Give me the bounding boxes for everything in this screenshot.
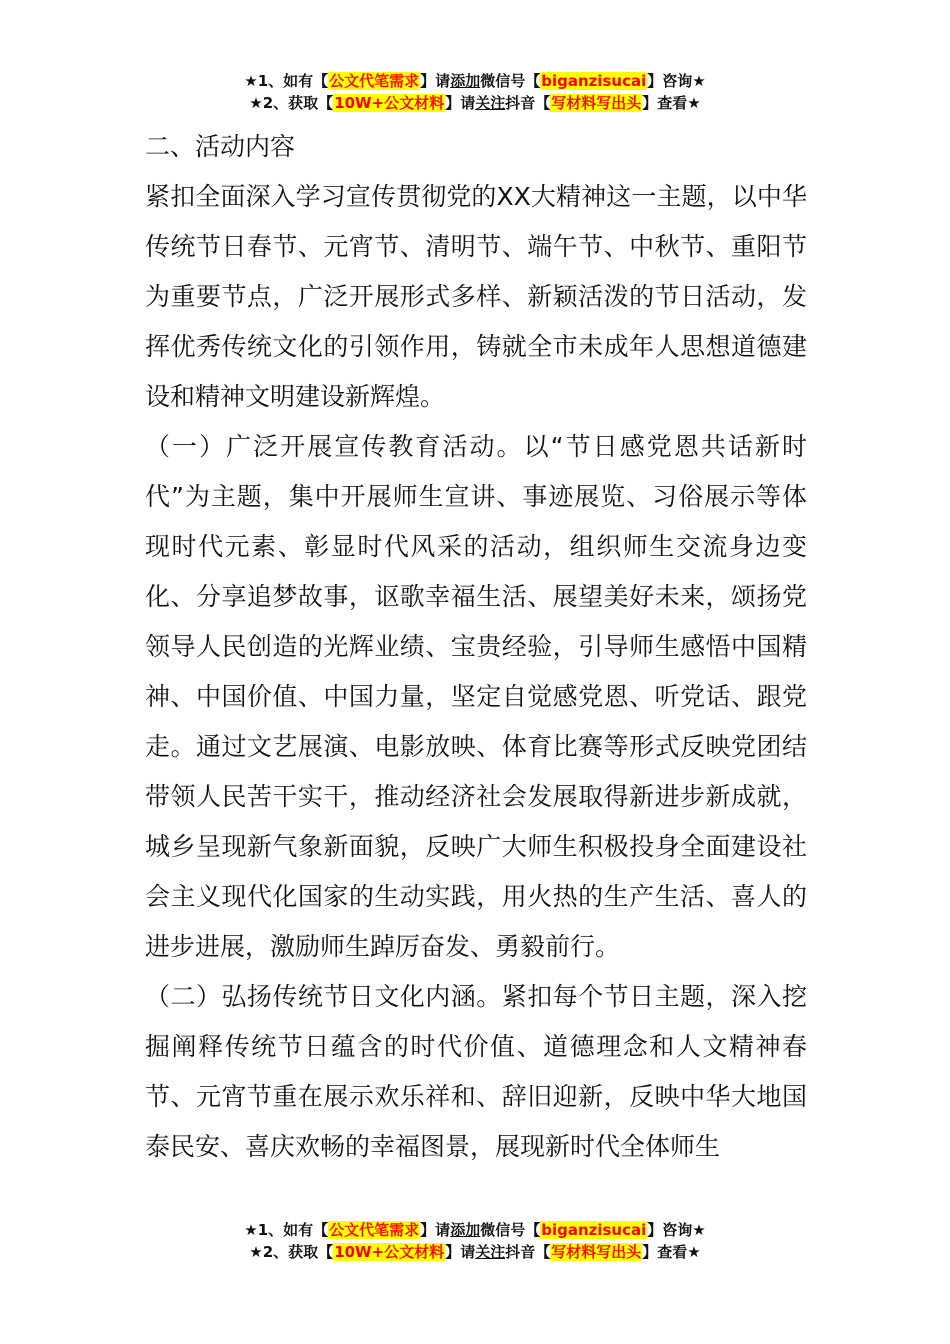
- banner-text: 】请: [445, 94, 476, 112]
- banner-text: 】请: [420, 1221, 451, 1239]
- banner-text: 抖音【: [505, 1243, 551, 1261]
- footer-banner: [0, 1219, 950, 1263]
- paragraph-section-2: （二）弘扬传统节日文化内涵。紧扣每个节日主题，深入挖掘阐释传统节日蕴含的时代价值、道德理念和人文精神春节、元宵节重在展示欢乐祥和、辞旧迎新，反映中华大地国泰民安、喜庆欢畅的幸福图景，展现新时代全体师生: [145, 982, 807, 1161]
- banner-highlight: 10W+公文材料: [334, 1243, 445, 1261]
- banner-text: 抖音【: [505, 94, 551, 112]
- banner-underlined-text: 关注: [475, 94, 506, 112]
- banner-highlight-wechat-id: biganzisucai: [541, 72, 647, 90]
- banner-text: ★1、如有【: [244, 72, 329, 90]
- banner-highlight: 10W+公文材料: [334, 94, 445, 112]
- banner-line-1: [0, 70, 950, 92]
- document-body: [145, 122, 807, 1172]
- banner-line-1: [0, 1219, 950, 1241]
- banner-text: 微信号【: [480, 1221, 541, 1239]
- banner-highlight-douyin-id: 写材料写出头: [551, 1243, 642, 1261]
- banner-highlight-douyin-id: 写材料写出头: [551, 94, 642, 112]
- banner-text: 微信号【: [480, 72, 541, 90]
- banner-text: 】请: [445, 1243, 476, 1261]
- banner-highlight: 公文代笔需求: [329, 1221, 420, 1239]
- banner-line-2: [0, 92, 950, 114]
- banner-text: ★1、如有【: [244, 1221, 329, 1239]
- header-banner: [0, 70, 950, 114]
- banner-highlight-wechat-id: biganzisucai: [541, 1221, 647, 1239]
- banner-underlined-text: 添加: [450, 1221, 481, 1239]
- banner-text: 】请: [420, 72, 451, 90]
- banner-highlight: 公文代笔需求: [329, 72, 420, 90]
- banner-text: 】咨询★: [647, 72, 706, 90]
- banner-line-2: [0, 1241, 950, 1263]
- banner-text: 】咨询★: [647, 1221, 706, 1239]
- paragraph-section-1: （一）广泛开展宣传教育活动。以“节日感党恩共话新时代”为主题，集中开展师生宣讲、事迹展览、习俗展示等体现时代元素、彰显时代风采的活动，组织师生交流身边变化、分享追梦故事，讴歌幸福生活、展望美好未来，颂扬党领导人民创造的光辉业绩、宝贵经验，引导师生感悟中国精神、中国价值、中国力量，坚定自觉感党恩、听党话、跟党走。通过文艺展演、电影放映、体育比赛等形式反映党团结带领人民苦干实干，推动经济社会发展取得新进步新成就，城乡呈现新气象新面貌，反映广大师生积极投身全面建设社会主义现代化国家的生动实践，用火热的生产生活、喜人的进步进展，激励师生踔厉奋发、勇毅前行。: [145, 432, 807, 961]
- banner-underlined-text: 关注: [475, 1243, 506, 1261]
- section-heading: 二、活动内容: [145, 132, 296, 161]
- banner-text: 】查看★: [642, 94, 701, 112]
- banner-underlined-text: 添加: [450, 72, 481, 90]
- paragraph-intro: 紧扣全面深入学习宣传贯彻党的XX大精神这一主题，以中华传统节日春节、元宵节、清明节、端午节、中秋节、重阳节为重要节点，广泛开展形式多样、新颖活泼的节日活动，发挥优秀传统文化的引领作用，铸就全市未成年人思想道德建设和精神文明建设新辉煌。: [145, 182, 807, 411]
- banner-text: ★2、获取【: [249, 1243, 334, 1261]
- banner-text: 】查看★: [642, 1243, 701, 1261]
- banner-text: ★2、获取【: [249, 94, 334, 112]
